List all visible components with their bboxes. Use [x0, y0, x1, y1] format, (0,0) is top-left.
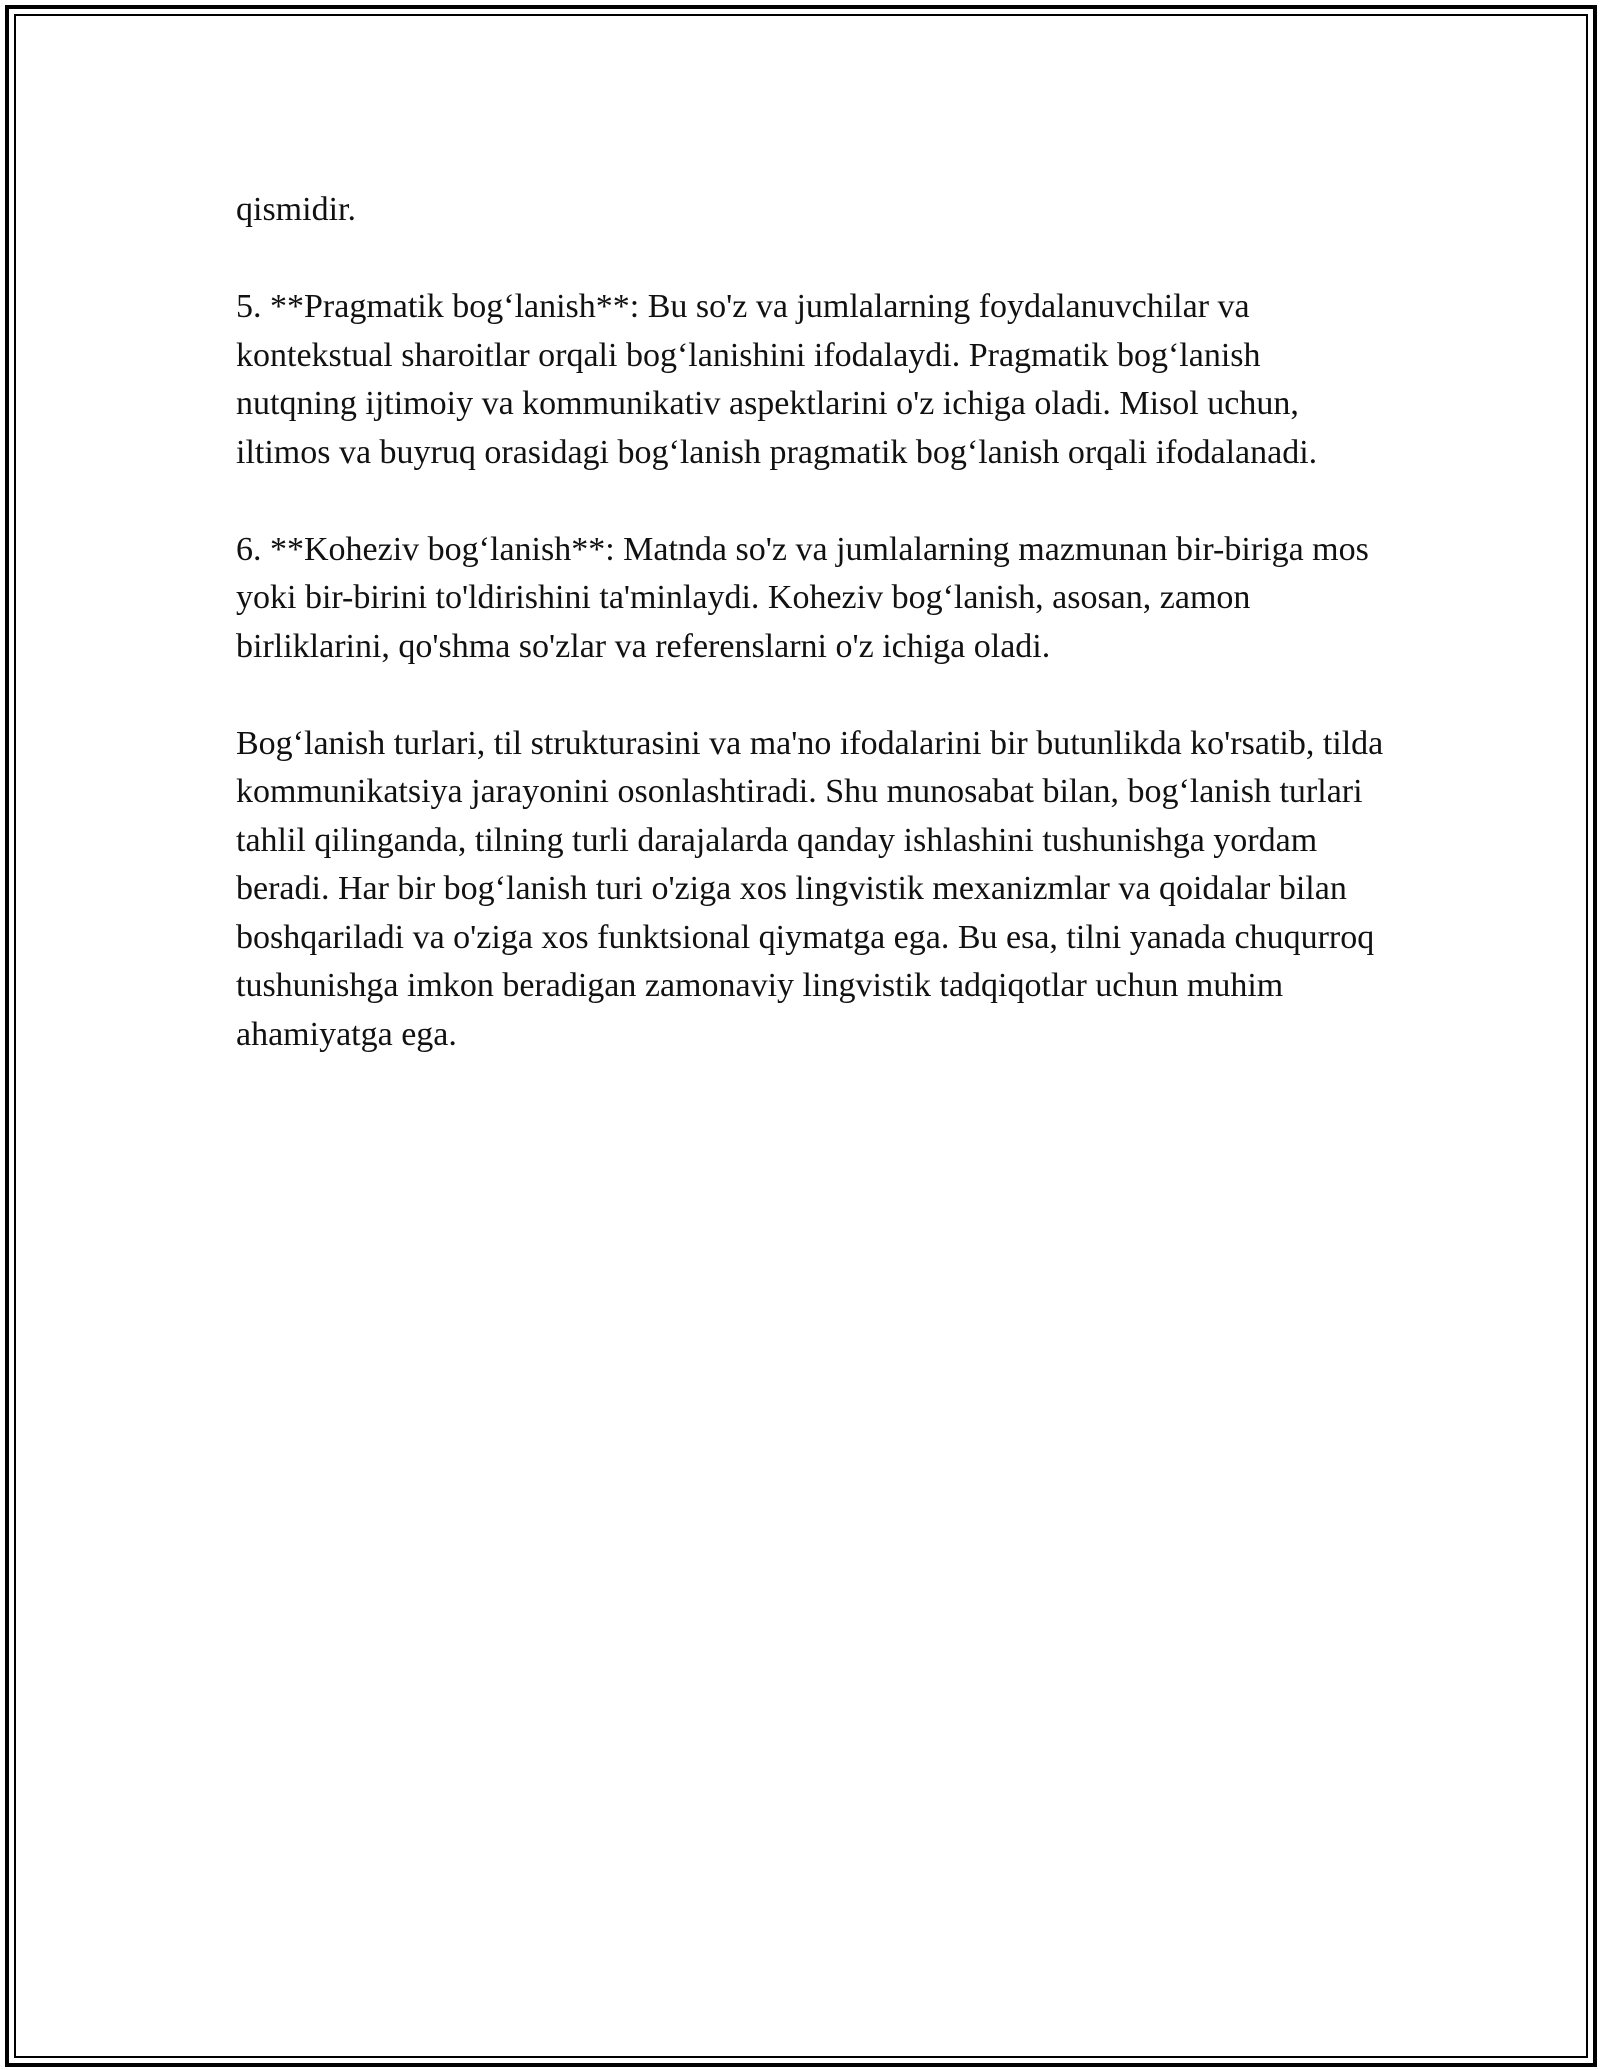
paragraph-conclusion: Bog‘lanish turlari, til strukturasini va ma'no ifodalarini bir butunlikda ko'rsatib, tilda kommunikatsiya jarayonini osonlashtiradi. Shu munosabat bilan, bog‘lanish turlari tahlil qilinganda, tilning turli darajalarda qanday ishlashini tushunishga yordam beradi. Har bir bog‘lanish turi o'ziga xos lingvistik mexanizmlar va qoidalar bilan boshqariladi va o'ziga xos funktsional qiymatga ega. Bu esa, tilni yanada chuqurroq tushunishga imkon beradigan zamonaviy lingvistik tadqiqotlar uchun muhim ahamiyatga ega. [236, 724, 1384, 1053]
paragraph-koheziv: 6. **Koheziv bog‘lanish**: Matnda so'z va jumlalarning mazmunan bir-biriga mos yoki bir-birini to'ldirishini ta'minlaydi. Koheziv bog‘lanish, asosan, zamon birliklarini, qo'shma so'zlar va referenslarni o'z ichiga oladi. [236, 530, 1369, 665]
paragraph-pragmatik: 5. **Pragmatik bog‘lanish**: Bu so'z va jumlalarning foydalanuvchilar va kontekstual sharoitlar orqali bog‘lanishini ifodalaydi. Pragmatik bog‘lanish nutqning ijtimoiy va kommunikativ aspektlarini o'z ichiga oladi. Misol uchun, iltimos va buyruq orasidagi bog‘lanish pragmatik bog‘lanish orqali ifodalanadi. [236, 288, 1318, 471]
paragraph-continuation: qismidir. [236, 191, 356, 228]
document-body [236, 186, 1386, 1108]
